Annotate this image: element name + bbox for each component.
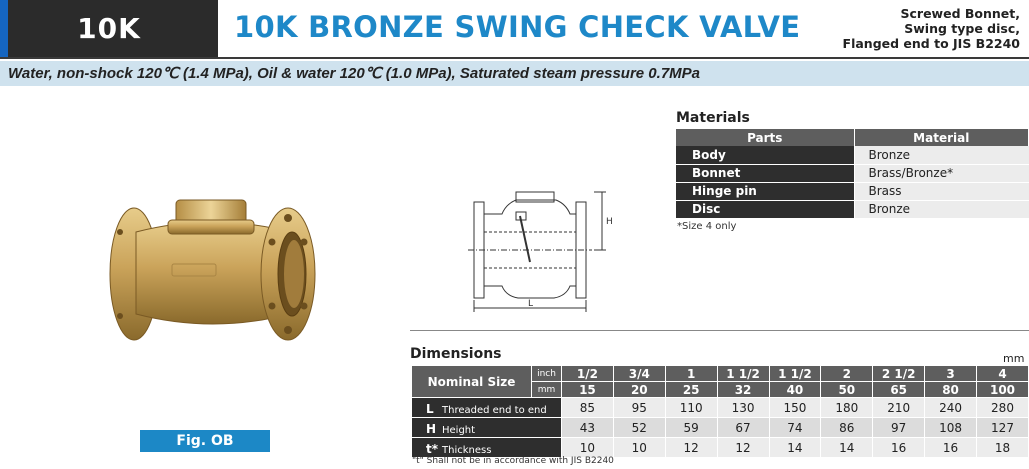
materials-header-row bbox=[676, 129, 1029, 146]
mm-size: 20 bbox=[613, 382, 665, 398]
dimension-value: 67 bbox=[717, 418, 769, 438]
material-name: Bronze bbox=[854, 200, 1029, 218]
materials-row bbox=[676, 164, 1029, 182]
row-symbol: L bbox=[426, 402, 434, 416]
part-name: Body bbox=[676, 146, 854, 164]
dimension-value: 97 bbox=[873, 418, 925, 438]
part-name: Bonnet bbox=[676, 164, 854, 182]
inch-size: 4 bbox=[977, 366, 1029, 382]
row-symbol: t* bbox=[426, 442, 439, 456]
header-accent-bar bbox=[0, 0, 8, 57]
material-column-header: Material bbox=[854, 129, 1029, 146]
nominal-size-header: Nominal Size bbox=[412, 366, 532, 398]
mm-size: 50 bbox=[821, 382, 873, 398]
row-label: Height bbox=[442, 425, 476, 436]
material-name: Brass/Bronze* bbox=[854, 164, 1029, 182]
dimensions-table bbox=[411, 365, 1029, 458]
spec-line: Flanged end to JIS B2240 bbox=[842, 36, 1020, 51]
dimension-value: 14 bbox=[769, 438, 821, 458]
inch-size: 2 1/2 bbox=[873, 366, 925, 382]
dimension-value: 12 bbox=[665, 438, 717, 458]
materials-table bbox=[676, 129, 1029, 219]
dimension-value: 10 bbox=[562, 438, 614, 458]
mm-size: 25 bbox=[665, 382, 717, 398]
inch-size: 1 1/2 bbox=[717, 366, 769, 382]
row-symbol: H bbox=[426, 422, 437, 436]
figure-label: Fig. OB bbox=[140, 430, 270, 452]
dimension-value: 59 bbox=[665, 418, 717, 438]
dimensions-unit: mm bbox=[1003, 352, 1025, 365]
dimension-value: 280 bbox=[977, 398, 1029, 418]
dimension-value: 110 bbox=[665, 398, 717, 418]
mm-size: 15 bbox=[562, 382, 614, 398]
row-label: Thickness bbox=[442, 445, 492, 456]
row-header bbox=[412, 418, 562, 438]
length-dimension-label: L bbox=[528, 299, 534, 309]
dimension-value: 108 bbox=[925, 418, 977, 438]
header-divider bbox=[0, 57, 1029, 59]
section-divider bbox=[410, 330, 1029, 331]
dimension-value: 16 bbox=[925, 438, 977, 458]
inch-size: 1 bbox=[665, 366, 717, 382]
materials-footnote: *Size 4 only bbox=[677, 221, 737, 232]
materials-title: Materials bbox=[676, 110, 750, 126]
inch-size: 3 bbox=[925, 366, 977, 382]
row-header bbox=[412, 398, 562, 418]
inch-unit-header: inch bbox=[532, 366, 562, 382]
inch-size: 1 1/2 bbox=[769, 366, 821, 382]
header-spec bbox=[843, 6, 1020, 51]
inch-size: 1/2 bbox=[562, 366, 614, 382]
dimension-value: 85 bbox=[562, 398, 614, 418]
material-name: Bronze bbox=[854, 146, 1029, 164]
service-conditions: Water, non-shock 120℃ (1.4 MPa), Oil & water 120℃ (1.0 MPa), Saturated steam pressure 0.7MPa bbox=[8, 65, 700, 82]
mm-size: 100 bbox=[977, 382, 1029, 398]
materials-row bbox=[676, 146, 1029, 164]
spec-line: Swing type disc, bbox=[904, 21, 1020, 36]
spec-line: Screwed Bonnet, bbox=[900, 6, 1020, 21]
dimension-value: 10 bbox=[613, 438, 665, 458]
dimension-value: 180 bbox=[821, 398, 873, 418]
dimension-value: 95 bbox=[613, 398, 665, 418]
dimension-value: 74 bbox=[769, 418, 821, 438]
dimension-row-thickness bbox=[412, 438, 1029, 458]
row-label: Threaded end to end bbox=[442, 405, 547, 416]
series-code: 10K bbox=[0, 0, 218, 57]
dimension-value: 52 bbox=[613, 418, 665, 438]
row-header bbox=[412, 438, 562, 458]
dimension-value: 127 bbox=[977, 418, 1029, 438]
dimension-value: 43 bbox=[562, 418, 614, 438]
dimension-value: 130 bbox=[717, 398, 769, 418]
page-title: 10K BRONZE SWING CHECK VALVE bbox=[234, 10, 801, 44]
mm-size: 65 bbox=[873, 382, 925, 398]
dimension-value: 210 bbox=[873, 398, 925, 418]
mm-size: 32 bbox=[717, 382, 769, 398]
dimensions-footnote: "t" Shall not be in accordance with JIS B2240 bbox=[412, 456, 614, 466]
inch-size: 2 bbox=[821, 366, 873, 382]
dimension-value: 240 bbox=[925, 398, 977, 418]
material-name: Brass bbox=[854, 182, 1029, 200]
dimension-value: 14 bbox=[821, 438, 873, 458]
part-name: Hinge pin bbox=[676, 182, 854, 200]
dimension-value: 86 bbox=[821, 418, 873, 438]
part-name: Disc bbox=[676, 200, 854, 218]
dimension-row-length bbox=[412, 398, 1029, 418]
dimension-value: 150 bbox=[769, 398, 821, 418]
height-dimension-label: H bbox=[606, 217, 613, 227]
dimension-value: 12 bbox=[717, 438, 769, 458]
dimensions-title: Dimensions bbox=[410, 346, 502, 362]
dimension-row-height bbox=[412, 418, 1029, 438]
parts-column-header: Parts bbox=[676, 129, 854, 146]
inch-size: 3/4 bbox=[613, 366, 665, 382]
mm-size: 80 bbox=[925, 382, 977, 398]
materials-row bbox=[676, 200, 1029, 218]
inch-size-row bbox=[412, 366, 1029, 382]
dimension-value: 16 bbox=[873, 438, 925, 458]
materials-row bbox=[676, 182, 1029, 200]
valve-drawing bbox=[466, 186, 622, 316]
dimension-value: 18 bbox=[977, 438, 1029, 458]
mm-size: 40 bbox=[769, 382, 821, 398]
valve-photo bbox=[106, 192, 320, 342]
mm-unit-header: mm bbox=[532, 382, 562, 398]
